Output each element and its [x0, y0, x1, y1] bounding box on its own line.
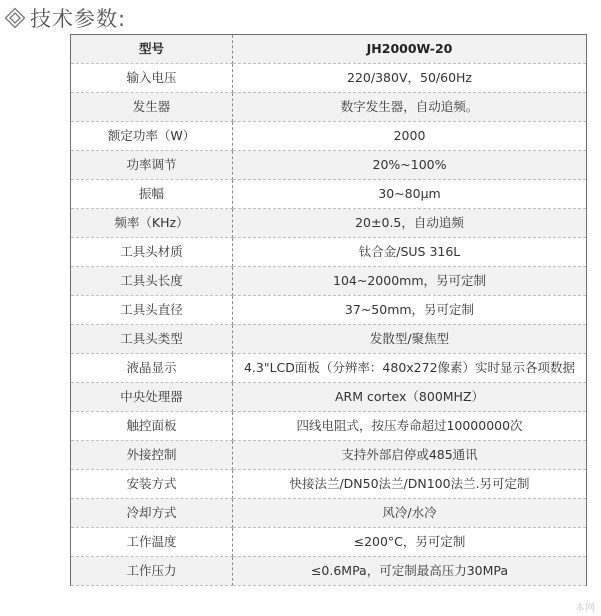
table-row [71, 151, 587, 180]
row-label: 冷却方式 [71, 499, 233, 528]
table-row [71, 267, 587, 296]
table-row [71, 383, 587, 412]
row-value: 2000 [233, 122, 587, 151]
table-row [71, 296, 587, 325]
row-label: 中央处理器 [71, 383, 233, 412]
section-title: 技术参数: [30, 7, 127, 31]
row-value: ≤200°C，另可定制 [233, 528, 587, 557]
row-label: 安装方式 [71, 470, 233, 499]
table-row [71, 557, 587, 586]
row-value: 快接法兰/DN50法兰/DN100法兰.另可定制 [233, 470, 587, 499]
table-row [71, 412, 587, 441]
row-label: 工具头长度 [71, 267, 233, 296]
row-value: ARM cortex（800MHZ） [233, 383, 587, 412]
table-row [71, 325, 587, 354]
row-label: 输入电压 [71, 64, 233, 93]
table-row [71, 209, 587, 238]
table-row [71, 238, 587, 267]
row-label: 工具头材质 [71, 238, 233, 267]
row-value: 220/380V，50/60Hz [233, 64, 587, 93]
row-label: 额定功率（W） [71, 122, 233, 151]
row-value: 风冷/水冷 [233, 499, 587, 528]
header-value: JH2000W-20 [233, 35, 587, 64]
row-value: 30~80μm [233, 180, 587, 209]
table-row [71, 64, 587, 93]
row-value: 四线电阻式，按压寿命超过10000000次 [233, 412, 587, 441]
row-value: 20±0.5，自动追频 [233, 209, 587, 238]
section-header [4, 3, 126, 33]
row-value: 4.3"LCD面板（分辨率：480x272像素）实时显示各项数据 [233, 354, 587, 383]
table-row [71, 122, 587, 151]
table-row [71, 441, 587, 470]
table-row [71, 499, 587, 528]
row-label: 功率调节 [71, 151, 233, 180]
spec-table [70, 34, 587, 586]
row-label: 频率（KHz） [71, 209, 233, 238]
row-value: ≤0.6MPa，可定制最高压力30MPa [233, 557, 587, 586]
table-row [71, 180, 587, 209]
table-row [71, 93, 587, 122]
row-label: 外接控制 [71, 441, 233, 470]
row-value: 104~2000mm，另可定制 [233, 267, 587, 296]
watermark: 本网 [575, 603, 595, 614]
spec-table-body [71, 64, 587, 586]
row-value: 37~50mm，另可定制 [233, 296, 587, 325]
table-header-row [71, 35, 587, 64]
row-value: 20%~100% [233, 151, 587, 180]
table-row [71, 470, 587, 499]
row-value: 发散型/聚焦型 [233, 325, 587, 354]
row-label: 工作温度 [71, 528, 233, 557]
diamond-icon [4, 7, 26, 29]
row-label: 工具头直径 [71, 296, 233, 325]
row-value: 数字发生器，自动追频。 [233, 93, 587, 122]
table-row [71, 528, 587, 557]
row-value: 钛合金/SUS 316L [233, 238, 587, 267]
row-label: 触控面板 [71, 412, 233, 441]
row-label: 工具头类型 [71, 325, 233, 354]
row-label: 工作压力 [71, 557, 233, 586]
row-label: 振幅 [71, 180, 233, 209]
header-label: 型号 [71, 35, 233, 64]
row-label: 发生器 [71, 93, 233, 122]
row-value: 支持外部启停或485通讯 [233, 441, 587, 470]
row-label: 液晶显示 [71, 354, 233, 383]
table-row [71, 354, 587, 383]
